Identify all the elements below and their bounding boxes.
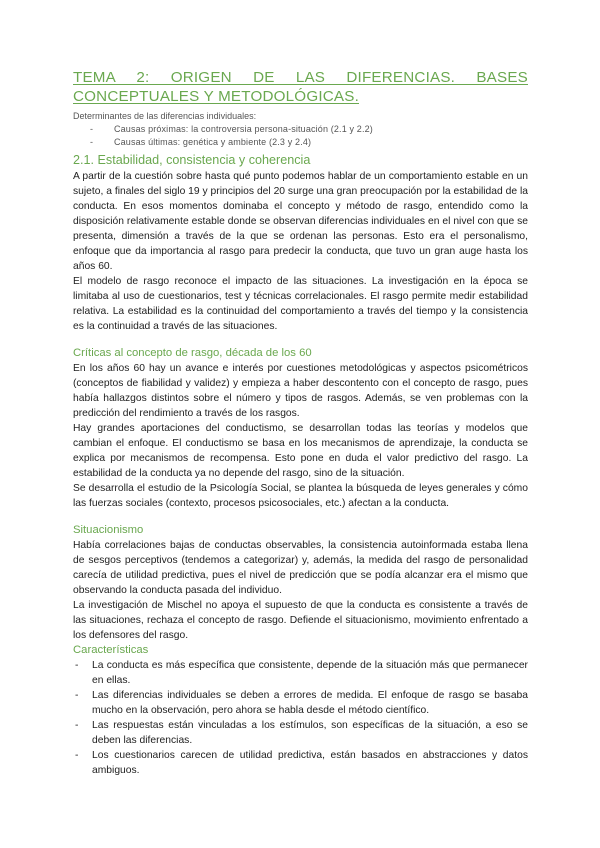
situacionismo-heading: Situacionismo: [73, 524, 144, 536]
criticas-heading: Críticas al concepto de rasgo, década de los 60: [73, 347, 312, 359]
paragraph: Había correlaciones bajas de conductas observables, la consistencia autoinformada estaba llena de sesgos perceptivos (tendemos a categorizar) y, además, la medida del rasgo de personalidad carecía de utilidad predictiva, pues el nivel de predicción que se podía alcanzar era el mismo que observando la conducta pasada del individuo.: [73, 540, 528, 596]
document-title: TEMA 2: ORIGEN DE LAS DIFERENCIAS. BASES CONCEPTUALES Y METODOLÓGICAS.: [73, 69, 528, 105]
list-item: - Los cuestionarios carecen de utilidad predictiva, están basados en abstracciones y datos ambiguos.: [75, 750, 528, 776]
list-item: - Causas próximas: la controversia persona-situación (2.1 y 2.2): [90, 124, 373, 134]
document-page: [73, 68, 528, 778]
paragraph: Hay grandes aportaciones del conductismo, se desarrollan todas las teorías y modelos que cambian el enfoque. El conductismo se basa en los mecanismos de aprendizaje, la conducta se explica por mecanismos de recompensa. Esto pone en duda el valor predictivo del rasgo. La estabilidad de la conducta ya no depende del rasgo, sino de la situación.: [73, 423, 528, 479]
list-item: - La conducta es más específica que consistente, depende de la situación más que permanecer en ellas.: [75, 660, 528, 686]
paragraph: Se desarrolla el estudio de la Psicología Social, se plantea la búsqueda de leyes generales y cómo las fuerzas sociales (contexto, procesos psicosociales, etc.) afectan a la conducta.: [73, 483, 528, 509]
determinants-list: [73, 123, 528, 148]
paragraph: A partir de la cuestión sobre hasta qué punto podemos hablar de un comportamiento estable en un sujeto, a finales del siglo 19 y principios del 20 surge una gran preocupación por la estabilidad de la conducta. En esos momentos dominaba el concepto y método de rasgo, entendido como la disposición relativamente estable donde se observan diferencias individuales en el nivel con que se presenta, dimensión a través de la que se ordenan las personas. Esto era el personalismo, enfoque que da importancia al rasgo para predecir la conducta, que tuvo un gran auge hasta los años 60.: [73, 171, 528, 272]
list-item: - Las respuestas están vinculadas a los estímulos, son específicas de la situación, a eso se deben las diferencias.: [75, 720, 528, 746]
caracteristicas-heading: Características: [73, 644, 149, 656]
paragraph: La investigación de Mischel no apoya el supuesto de que la conducta es consistente a través de las situaciones, rechaza el concepto de rasgo. Defiende el situacionismo, movimiento enfrentado a los defensores del rasgo.: [73, 600, 528, 641]
section-heading-2-1: 2.1. Estabilidad, consistencia y coherencia: [73, 153, 311, 167]
paragraph: El modelo de rasgo reconoce el impacto de las situaciones. La investigación en la época se limitaba al uso de cuestionarios, test y técnicas correlacionales. El rasgo permite medir estabilidad relativa. La estabilidad es la continuidad del comportamiento a través del tiempo y la consistencia es la continuidad a través de las situaciones.: [73, 276, 528, 332]
list-item: - Las diferencias individuales se deben a errores de medida. El enfoque de rasgo se basaba mucho en la observación, pero ahora se habla desde el método científico.: [75, 690, 528, 716]
list-item: - Causas últimas: genética y ambiente (2.3 y 2.4): [90, 136, 312, 147]
caracteristicas-list: [73, 658, 528, 778]
paragraph: En los años 60 hay un avance e interés por cuestiones metodológicas y aspectos psicométricos (conceptos de fiabilidad y validez) y empieza a haber descontento con el concepto de rasgo, pues había hallazgos distintos sobre el número y tipos de rasgos. Además, se ven problemas con la predicción del rendimiento a través de los rasgos.: [73, 363, 528, 419]
determinants-heading: Determinantes de las diferencias individuales:: [73, 111, 257, 121]
